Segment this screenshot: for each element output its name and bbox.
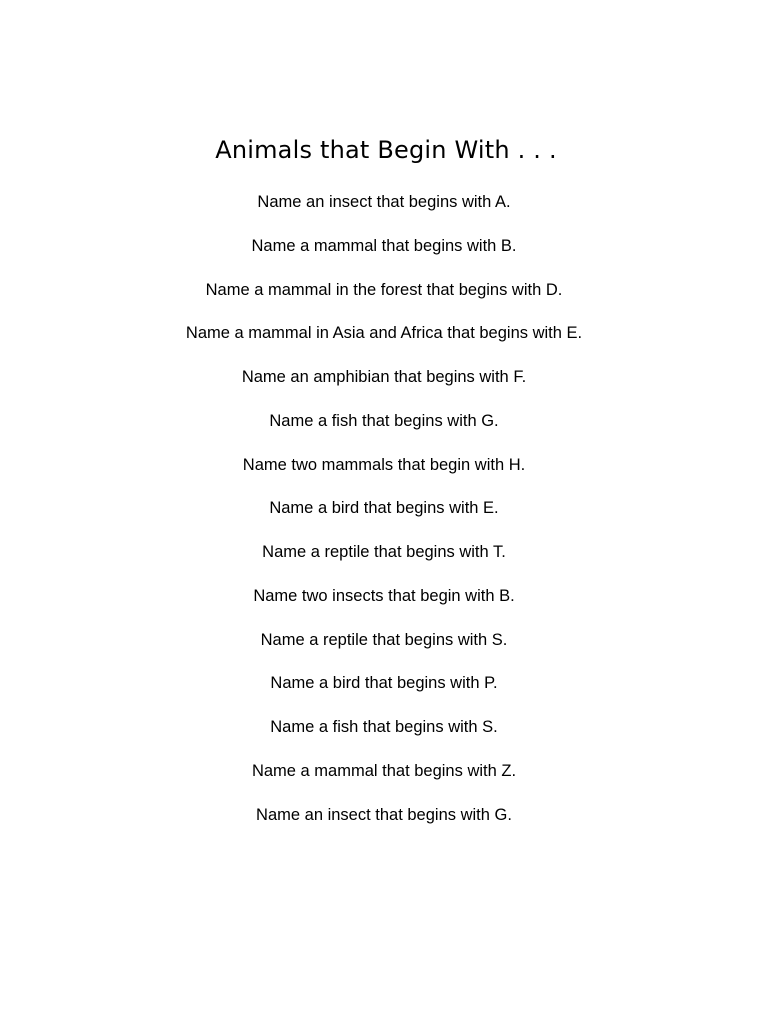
question-item: Name a reptile that begins with S.: [260, 630, 508, 649]
question-list: [0, 190, 768, 846]
question-item: Name a mammal that begins with Z.: [251, 761, 517, 780]
question-item: Name a reptile that begins with T.: [262, 543, 506, 561]
question-item: Name a mammal in the forest that begins with D.: [205, 280, 563, 299]
question-item: Name two mammals that begin with H.: [242, 455, 526, 474]
question-item: Name a mammal in Asia and Africa that begins with E.: [185, 324, 583, 343]
page-title: Animals that Begin With . . .: [215, 136, 557, 164]
question-item: Name an insect that begins with A.: [257, 193, 511, 211]
question-item: Name a bird that begins with P.: [270, 674, 498, 693]
question-item: Name a mammal that begins with B.: [251, 236, 517, 255]
question-item: Name an amphibian that begins with F.: [241, 368, 527, 386]
question-item: Name two insects that begin with B.: [253, 586, 515, 605]
question-item: Name an insect that begins with G.: [256, 805, 512, 824]
question-item: Name a fish that begins with S.: [270, 718, 498, 736]
question-item: Name a bird that begins with E.: [269, 499, 499, 518]
question-item: Name a fish that begins with G.: [269, 411, 499, 430]
